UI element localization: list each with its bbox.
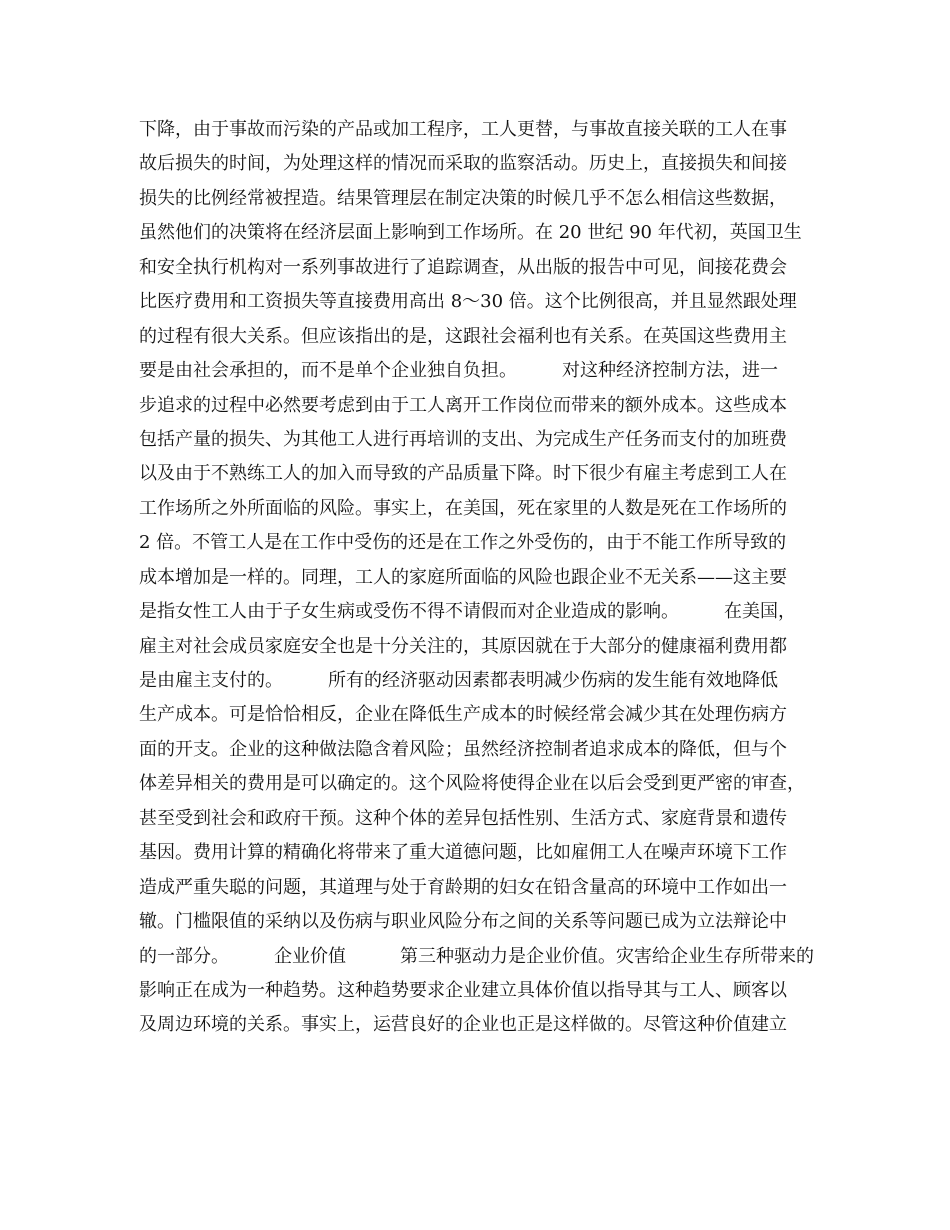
text-line: 包括产量的损失、为其他工人进行再培训的支出、为完成生产任务而支付的加班费 bbox=[139, 428, 787, 450]
text-line: 体差异相关的费用是可以确定的。这个风险将使得企业在以后会受到更严密的审查， bbox=[139, 773, 805, 795]
text-line: 和安全执行机构对一系列事故进行了追踪调查，从出版的报告中可见，间接花费会 bbox=[139, 256, 787, 278]
text-line: 步追求的过程中必然要考虑到由于工人离开工作岗位而带来的额外成本。这些成本 bbox=[139, 394, 787, 416]
text-line: 比医疗费用和工资损失等直接费用高出 8～30 倍。这个比例很高，并且显然跟处理 bbox=[139, 291, 797, 313]
body-text bbox=[139, 113, 829, 1043]
text-line: 下降，由于事故而污染的产品或加工程序，工人更替，与事故直接关联的工人在事 bbox=[139, 119, 787, 140]
text-line: 甚至受到社会和政府干预。这种个体的差异包括性别、生活方式、家庭背景和遗传 bbox=[139, 807, 787, 829]
text-line: 故后损失的时间，为处理这样的情况而采取的监察活动。历史上，直接损失和间接 bbox=[139, 153, 787, 175]
text-line: 工作场所之外所面临的风险。事实上，在美国，死在家里的人数是死在工作场所的 bbox=[139, 497, 787, 519]
text-line: 影响正在成为一种趋势。这种趋势要求企业建立具体价值以指导其与工人、顾客以 bbox=[139, 979, 787, 1001]
text-line: 的过程有很大关系。但应该指出的是，这跟社会福利也有关系。在英国这些费用主 bbox=[139, 325, 787, 347]
text-line: 2 倍。不管工人是在工作中受伤的还是在工作之外受伤的，由于不能工作所导致的 bbox=[139, 532, 787, 554]
text-line: 生产成本。可是恰恰相反，企业在降低生产成本的时候经常会减少其在处理伤病方 bbox=[139, 704, 787, 726]
text-line: 及周边环境的关系。事实上，运营良好的企业也正是这样做的。尽管这种价值建立 bbox=[139, 1014, 787, 1036]
text-line: 要是由社会承担的，而不是单个企业独自负担。 对这种经济控制方法，进一 bbox=[139, 360, 778, 382]
text-line: 雇主对社会成员家庭安全也是十分关注的，其原因就在于大部分的健康福利费用都 bbox=[139, 635, 787, 657]
text-line: 以及由于不熟练工人的加入而导致的产品质量下降。时下很少有雇主考虑到工人在 bbox=[139, 463, 787, 485]
text-line: 面的开支。企业的这种做法隐含着风险；虽然经济控制者追求成本的降低，但与个 bbox=[139, 738, 787, 760]
text-line: 虽然他们的决策将在经济层面上影响到工作场所。在 20 世纪 90 年代初，英国卫生 bbox=[139, 222, 802, 244]
text-line: 是指女性工人由于子女生病或受伤不得不请假而对企业造成的影响。 在美国， bbox=[139, 601, 796, 623]
text-line: 造成严重失聪的问题，其道理与处于育龄期的妇女在铅含量高的环境中工作如出一 bbox=[139, 876, 787, 898]
text-line: 的一部分。 企业价值 第三种驱动力是企业价值。灾害给企业生存所带来的 bbox=[139, 945, 814, 967]
text-line: 是由雇主支付的。 所有的经济驱动因素都表明减少伤病的发生能有效地降低 bbox=[139, 670, 778, 691]
text-line: 基因。费用计算的精确化将带来了重大道德问题，比如雇佣工人在噪声环境下工作 bbox=[139, 842, 787, 864]
text-line: 成本增加是一样的。同理，工人的家庭所面临的风险也跟企业不无关系——这主要 bbox=[139, 566, 787, 588]
text-line: 损失的比例经常被捏造。结果管理层在制定决策的时候几乎不怎么相信这些数据， bbox=[139, 187, 787, 209]
text-line: 辙。门槛限值的采纳以及伤病与职业风险分布之间的关系等问题已成为立法辩论中 bbox=[139, 911, 787, 933]
